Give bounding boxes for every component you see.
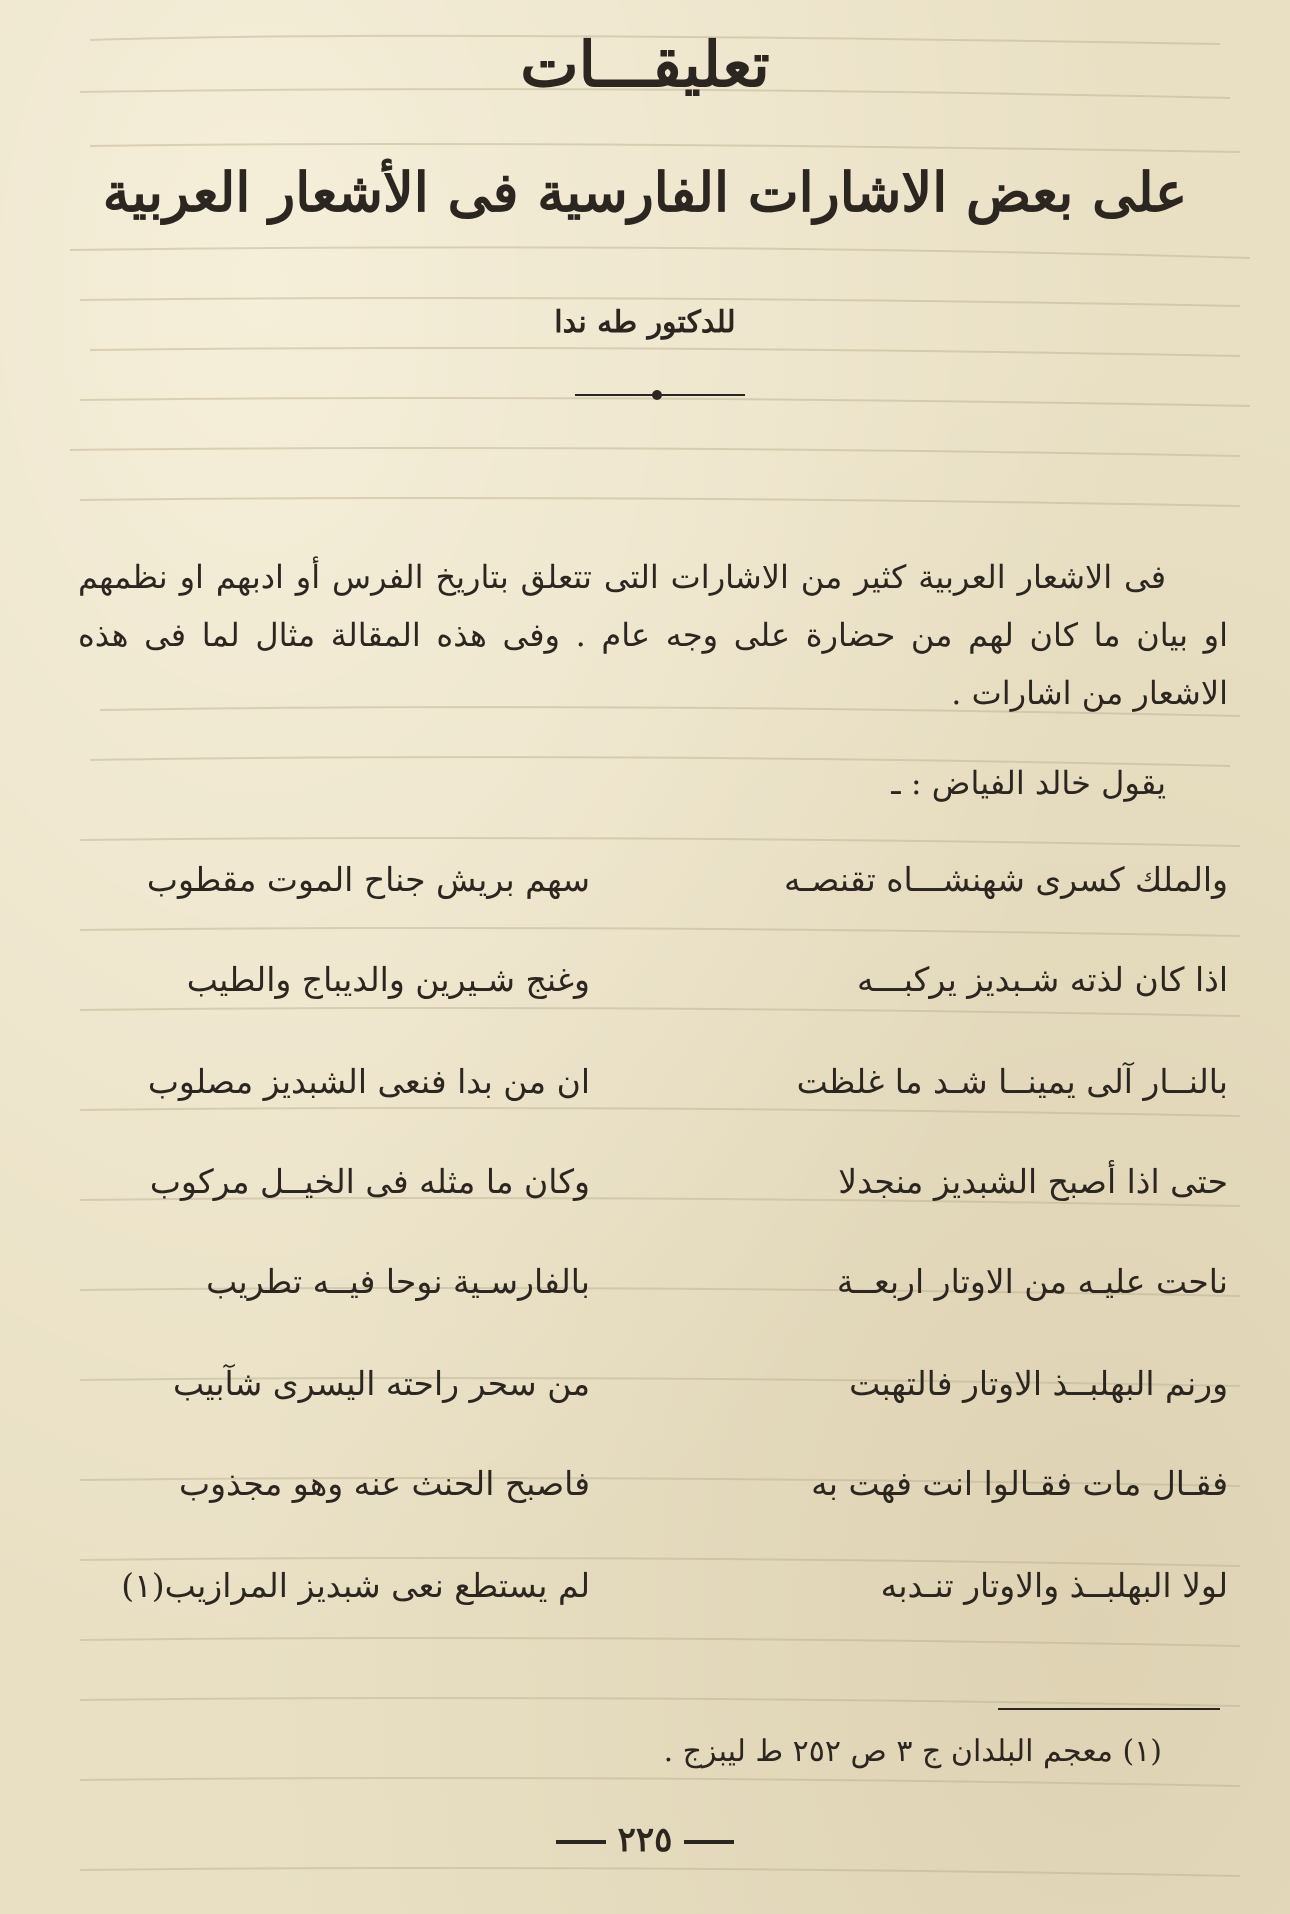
article-title: تعليقـــات (520, 28, 770, 101)
footnote-rule (998, 1708, 1220, 1710)
quote-intro: يقول خالد الفياض : ـ (891, 764, 1166, 802)
verse-5-second-hemistich: بالفارسـية نوحا فيــه تطريب (206, 1262, 590, 1301)
verse-6-second-hemistich: من سحر راحته اليسرى شآبيب (173, 1364, 590, 1403)
verse-7-second-hemistich: فاصبح الحنث عنه وهو مجذوب (179, 1464, 590, 1503)
footnote: (١) معجم البلدان ج ٣ ص ٢٥٢ ط ليبزج . (663, 1734, 1162, 1769)
verse-3-second-hemistich: ان من بدا فنعى الشبديز مصلوب (147, 1062, 590, 1101)
verse-8-first-hemistich: لولا البهلبــذ والاوتار تنـدبه (880, 1566, 1228, 1605)
author-line: للدكتور طه ندا (554, 305, 736, 340)
divider-ornament-dot (652, 390, 662, 400)
verse-4-second-hemistich: وكان ما مثله فى الخيــل مركوب (149, 1162, 590, 1201)
page-number-value: ٢٢٥ (617, 1820, 673, 1860)
verse-1-second-hemistich: سهم بريش جناح الموت مقطوب (146, 860, 590, 899)
verse-4-first-hemistich: حتى اذا أصبح الشبديز منجدلا (838, 1162, 1228, 1201)
verse-5-first-hemistich: ناحت عليـه من الاوتار اربعــة (836, 1262, 1228, 1301)
article-subtitle: على بعض الاشارات الفارسية فى الأشعار العربية (102, 160, 1188, 224)
page-number (0, 1820, 1290, 1860)
verse-8-second-hemistich: لم يستطع نعى شبديز المرازيب(١) (121, 1566, 590, 1605)
page-number-dash-left (684, 1840, 734, 1844)
intro-paragraph: فى الاشعار العربية كثير من الاشارات التى تتعلق بتاريخ الفرس أو ادبهم او نظمهم او بيان ما كان لهم من حضارة على وجه عام . وفى هذه المقالة مثال لما فى هذه الاشعار من اشارات . (78, 558, 1228, 712)
verse-2-second-hemistich: وغنج شـيرين والديباج والطيب (186, 960, 590, 999)
verse-7-first-hemistich: فقـال مات فقـالوا انت فهت به (811, 1464, 1228, 1503)
verse-2-first-hemistich: اذا كان لذته شـبديز يركبـــه (857, 960, 1228, 999)
verse-6-first-hemistich: ورنم البهلبــذ الاوتار فالتهبت (849, 1364, 1228, 1403)
page-number-dash-right (556, 1840, 606, 1844)
verse-3-first-hemistich: بالنــار آلى يمينــا شـد ما غلظت (796, 1062, 1228, 1101)
verse-1-first-hemistich: والملك كسرى شهنشـــاه تقنصـه (783, 860, 1228, 899)
